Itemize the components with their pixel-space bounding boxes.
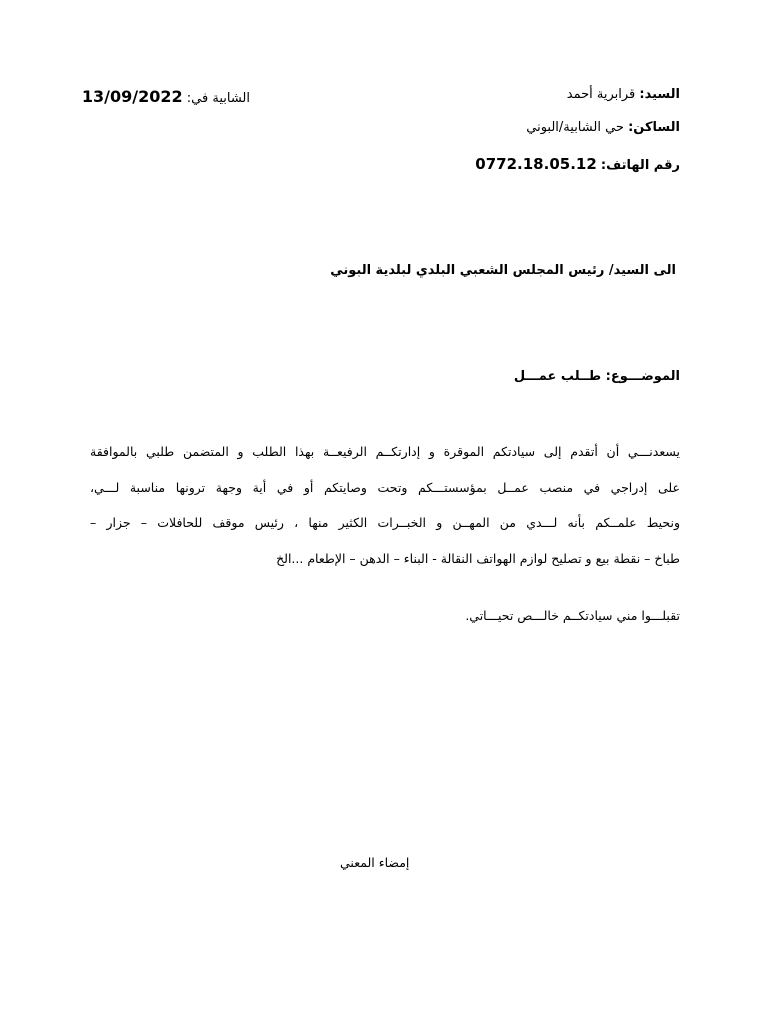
- sender-phone-line: [475, 155, 680, 173]
- body-paragraph: [90, 434, 680, 576]
- body-line: على إدراجي في منصب عمــل بمؤسستـــكم وتحت وصايتكم أو في أية وجهة ترونها مناسبة لـــي،: [90, 479, 680, 495]
- closing-line: تقبلـــوا مني سيادتكــم خالـــص تحيـــاتي.: [465, 608, 680, 623]
- subject-line: [514, 369, 680, 384]
- sender-residence-line: [526, 120, 680, 135]
- body-line: طباخ – نقطة بيع و تصليح لوازم الهواتف النقالة - البناء – الدهن – الإطعام ...الخ: [276, 550, 680, 566]
- sender-name-label: السيد:: [639, 87, 680, 102]
- signature-label: إمضاء المعني: [340, 855, 410, 870]
- place-date-line: [82, 87, 250, 106]
- recipient-line: الى السيد/ رئيس المجلس الشعبي البلدي لبلدية البوني: [330, 263, 676, 278]
- subject-label: الموضـــوع:: [605, 369, 680, 384]
- body-line: ونحيط علمــكم بأنه لـــدي من المهــن و الخبــرات الكثير منها ، رئيس موقف للحافلات – جزار –: [90, 515, 680, 530]
- phone-value: 0772.18.05.12: [475, 155, 597, 173]
- sender-name-line: [567, 87, 680, 102]
- subject-value: طــلب عمـــل: [513, 369, 602, 384]
- sender-name-value: قرابرية أحمد: [566, 87, 636, 102]
- residence-label: الساكن:: [628, 120, 680, 135]
- body-line: يسعدنـــي أن أتقدم إلى سيادتكم الموقرة و إدارتكــم الرفيعــة بهذا الطلب و المتضمن طلبي بالموافقة: [90, 444, 680, 459]
- phone-label: رقم الهاتف:: [600, 158, 680, 173]
- date-value: 13/09/2022: [81, 87, 183, 106]
- residence-value: حي الشابية/البوني: [526, 120, 624, 135]
- place-date-label: الشابية في:: [186, 91, 250, 106]
